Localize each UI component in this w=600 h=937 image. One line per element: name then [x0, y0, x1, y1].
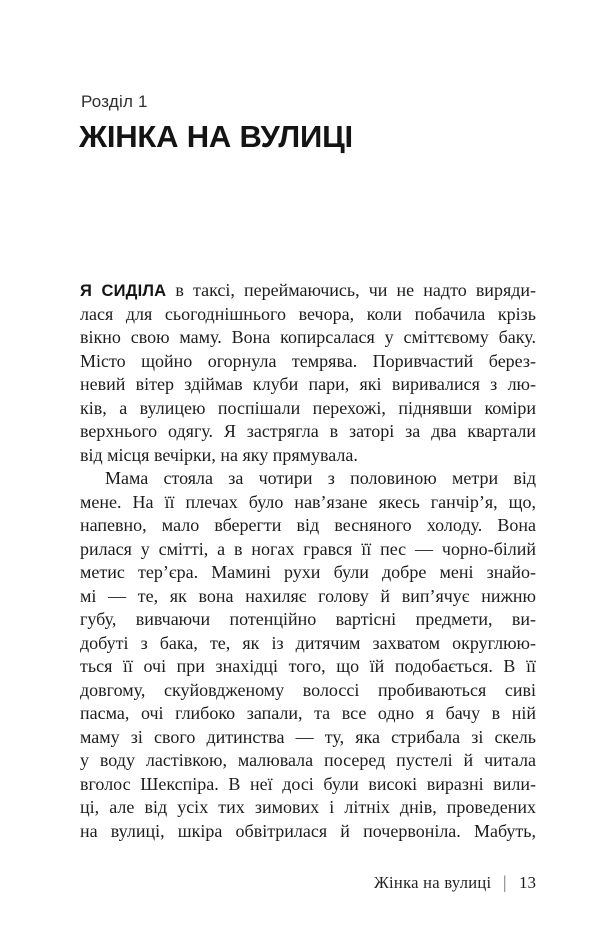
body-line: Мама стояла за чотири з половиною метри від: [105, 468, 536, 488]
body-line: ці, але від усіх тих зимових і літніх днів, проведених: [80, 797, 536, 817]
body-line: лася для сьогоднішнього вечора, коли побачила крізь: [80, 303, 536, 324]
chapter-title: ЖІНКА НА ВУЛИЦІ: [79, 119, 353, 154]
body-line: від місця вечірки, на яку прямувала.: [80, 444, 358, 465]
body-line: верхнього одягу. Я застрягла в заторі за два квартали: [80, 421, 536, 441]
body-line: метис тер’єра. Мамині рухи були добре мені знайо-: [80, 562, 536, 582]
body-line: у воду ластівкою, малювала посеред пустелі й читала: [80, 750, 536, 770]
chapter-label: Розділ 1: [81, 92, 148, 111]
body-line: напевно, мало вберегти від весняного холоду. Вона: [80, 515, 536, 535]
page-number: 13: [519, 872, 536, 892]
body-text: [80, 279, 536, 843]
body-line: рилася у смітті, а в ногах грався її пес — чорно-білий: [80, 538, 536, 559]
body-line: вголос Шекспіра. В неї досі були високі виразні вили-: [80, 773, 536, 794]
body-line: на вулиці, шкіра обвітрилася й почервоніла. Мабуть,: [80, 820, 536, 841]
body-line: мене. На її плечах було нав’язане якесь ганчір’я, що,: [80, 491, 536, 512]
body-line: Я СИДІЛА в таксі, переймаючись, чи не надто виряди-: [80, 280, 536, 300]
body-line: пасма, очі глибоко запали, та все одно я бачу в ній: [80, 703, 536, 723]
body-line: маму зі свого дитинства — ту, яка стрибала зі скель: [80, 726, 536, 747]
page-footer: [374, 872, 536, 893]
body-line: мі — те, як вона нахиляє голову й вип’ячує нижню: [80, 585, 536, 606]
running-title: Жінка на вулиці: [373, 872, 492, 892]
body-line: довгому, скуйовдженому волоссі пробиваються сиві: [80, 679, 536, 700]
body-line: ків, а вулицею поспішали перехожі, піднявши коміри: [80, 397, 536, 418]
body-line: Місто щойно огорнула темрява. Поривчастий берез-: [80, 350, 536, 371]
body-line: вікно свою маму. Вона копирсалася у сміттєвому баку.: [80, 327, 536, 347]
body-line: невий вітер здіймав клуби пари, які виривалися з лю-: [80, 374, 536, 394]
body-line: губу, вивчаючи потенційно вартісні предмети, ви-: [80, 609, 536, 629]
body-line: ться її очі при знахідці того, що їй подобається. В її: [80, 656, 536, 676]
paragraph-lead-in: Я СИДІЛА: [80, 282, 167, 300]
body-line: добуті з бака, те, як із дитячим захватом округлюю-: [80, 632, 536, 653]
footer-separator: |: [503, 872, 507, 892]
